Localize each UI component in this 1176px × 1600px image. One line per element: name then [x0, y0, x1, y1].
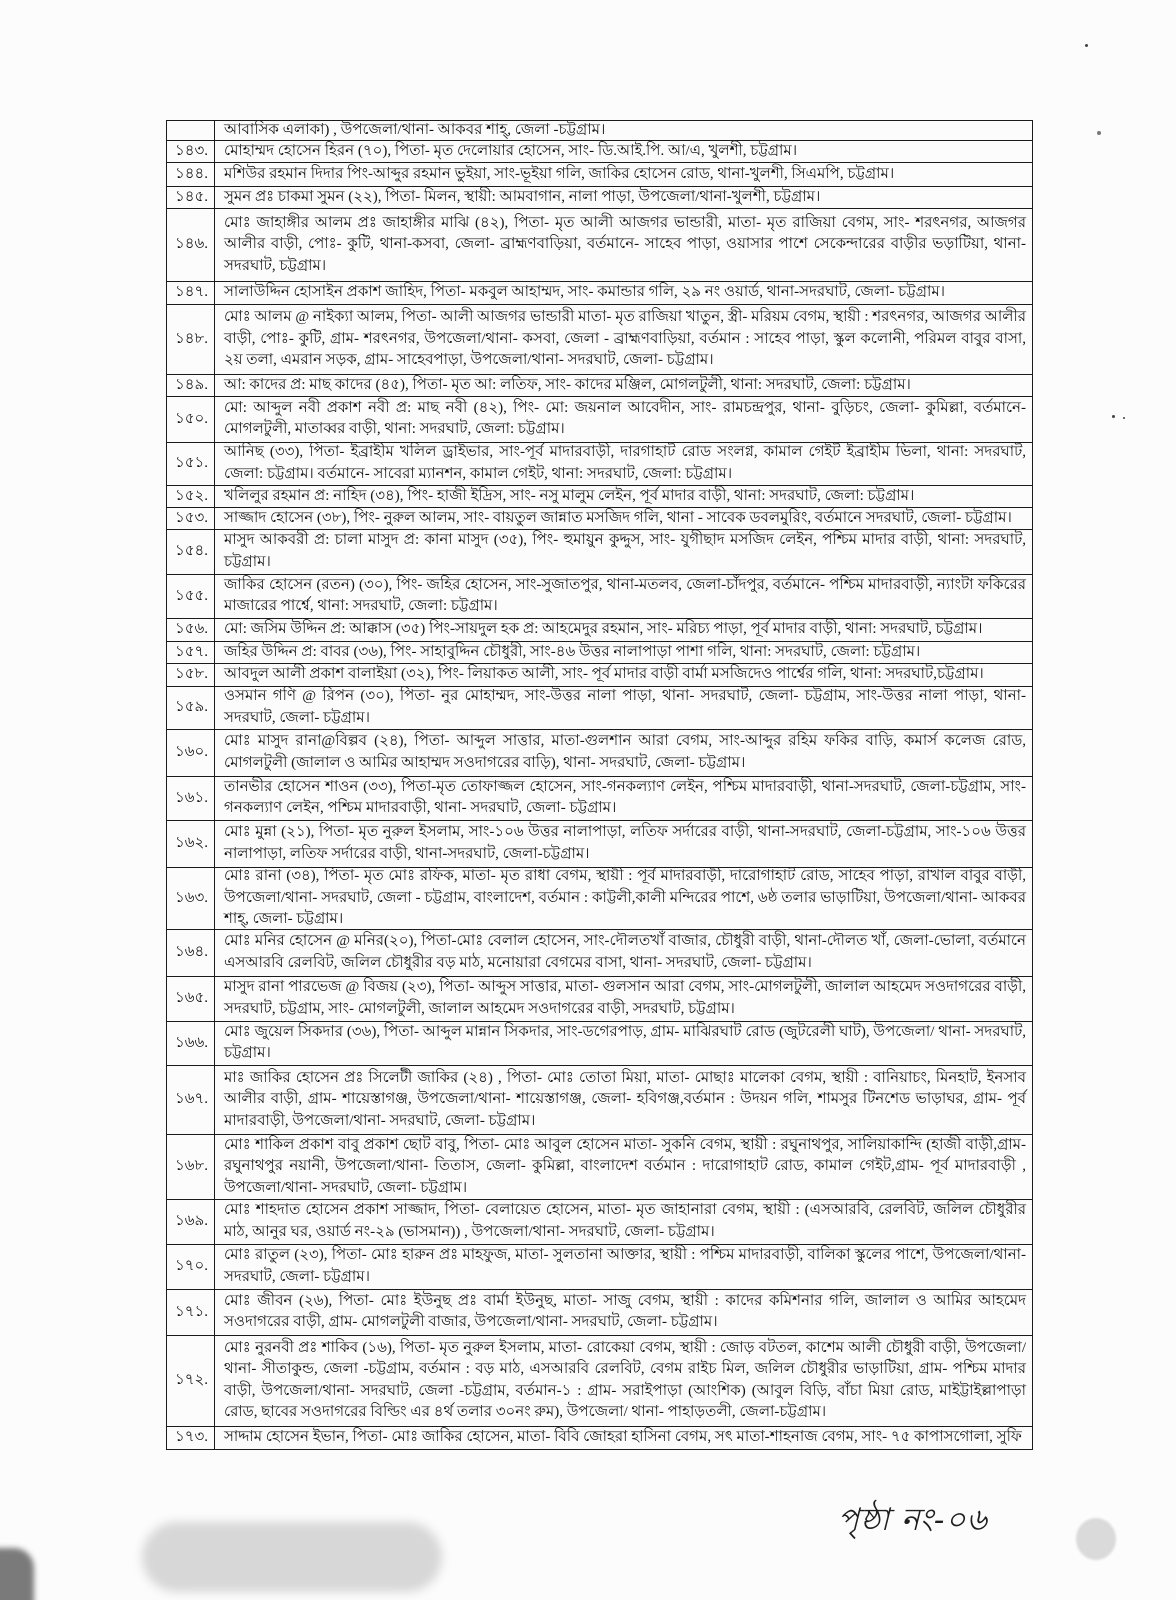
serial-cell: [167, 574, 215, 619]
entry-cell-inner: [215, 121, 1032, 140]
serial-cell-inner: [167, 575, 214, 619]
entry-text: মোঃ রানা (৩৪), পিতা- মৃত মোঃ রফিক, মাতা- মৃত রাধা বেগম, স্থায়ী : পূর্ব মাদারবাড়ী, দারোগাহাট রোড, সাহেব পাড়া, রাখাল বাবুর বাড়ী, উপজেলা/থানা- সদরঘাট, জেলা - চট্টগ্রাম, বাংলাদেশ, বর্তমান : কাট্টলী,কালী মন্দিরের পাশে, ৬ষ্ঠ তলার ভাড়াটিয়া, উপজেলা/থানা- আকবর শাহ্, জেলা- চট্টগ্রাম।: [224, 868, 1026, 927]
entry-text: জহির উদ্দিন প্র: বাবর (৩৬), পিং- সাহাবুদ্দিন চৌধুরী, সাং-৪৬ উত্তর নালাপাড়া পাশা গলি, থানা: সদরঘাট, জেলা: চট্টগ্রাম।: [224, 643, 921, 660]
entry-cell: [215, 305, 1033, 375]
serial-cell-inner: [167, 1200, 214, 1245]
entry-text: মাসুদ আকবরী প্র: চালা মাসুদ প্র: কানা মাসুদ (৩৫), পিং- হুমায়ুন কুদ্দুস, সাং- যুগীছাদ মসজিদ লেইন, পশ্চিম মাদার বাড়ী, থানা: সদরঘাট, চট্টগ্রাম।: [224, 532, 1026, 570]
serial-number: ১৭১.: [175, 1303, 208, 1320]
serial-cell: [167, 486, 215, 508]
serial-cell: [167, 1135, 215, 1200]
entry-text: মোঃ শাহদাত হোসেন প্রকাশ সাজ্জাদ, পিতা- বেলায়েত হোসেন, মাতা- মৃত জাহানারা বেগম, স্থায়ী : (এসআরবি, রেলবিট, জলিল চৌধুরীর মাঠ, আনুর ঘর, ওয়ার্ড নং-২৯ (ভাসমান)) , উপজেলা/থানা- সদরঘাট, জেলা- চট্টগ্রাম।: [224, 1202, 1026, 1240]
serial-cell: [167, 641, 215, 664]
entry-text: মোঃ মাসুদ রানা@বিল্পব (২৪), পিতা- আব্দুল সাত্তার, মাতা-গুলশান আরা বেগম, সাং-আব্দুর রহিম ফকির বাড়ি, কমার্স কলেজ রোড, মোগলটুলী (জালাল ও আমির আহাম্মদ সওদাগরের বাড়ি), থানা- সদরঘাট, জেলা- চট্টগ্রাম।: [224, 733, 1026, 771]
entry-cell: [215, 281, 1033, 305]
entry-text: মাঃ জাকির হোসেন প্রঃ সিলেটী জাকির (২৪) , পিতা- মোঃ তোতা মিয়া, মাতা- মোছাঃ মালেকা বেগম, স্থায়ী : বানিয়াচং, মিনহাট, ইনসাব আলীর বাড়ী, গ্রাম- শায়েস্তাগঞ্জ, উপজেলা/থানা- শায়েস্তাগঞ্জ, জেলা- হবিগঞ্জ,বর্তমান : উদয়ন গলি, শামসুর টিনশেড ভাড়াঘর, গ্রাম- পূর্ব মাদারবাড়ী, উপজেলা/থানা- সদরঘাট, জেলা- চট্টগ্রাম।: [224, 1069, 1026, 1129]
entry-cell: [215, 664, 1033, 687]
entry-cell-inner: [215, 443, 1032, 486]
serial-cell: [167, 619, 215, 642]
table-row: [167, 163, 1033, 187]
serial-number: ১৪৩.: [175, 142, 208, 159]
entry-cell: [215, 1199, 1033, 1245]
entry-cell-inner: [215, 209, 1032, 281]
serial-cell: [167, 305, 215, 375]
serial-cell-inner: [167, 1427, 214, 1450]
serial-number: ১৬৬.: [175, 1034, 208, 1051]
serial-number: ১৬০.: [175, 744, 208, 760]
entry-cell: [215, 530, 1033, 575]
serial-number: ১৪৮.: [175, 330, 208, 347]
entry-text: মোঃ শাকিল প্রকাশ বাবু প্রকাশ ছোট বাবু, পিতা- মোঃ আবুল হোসেন মাতা- সুকনি বেগম, স্থায়ী : রঘুনাথপুর, সালিয়াকান্দি (হাজী বাড়ী,গ্রাম- রঘুনাথপুর নয়ানী, উপজেলা/থানা- তিতাস, জেলা- কুমিল্লা, বাংলাদেশ বর্তমান : দারোগাহাট রোড, কামাল গেইট,গ্রাম- পূর্ব মাদারবাড়ী , উপজেলা/থানা- সদরঘাট, জেলা- চট্টগ্রাম।: [224, 1136, 1026, 1196]
serial-cell: [167, 930, 215, 977]
table-row: [167, 1022, 1033, 1066]
table-row: [167, 867, 1033, 930]
serial-cell-inner: [167, 1066, 214, 1135]
table-row: [167, 140, 1033, 163]
entry-cell-inner: [215, 1200, 1032, 1245]
serial-cell-inner: [167, 619, 214, 641]
entry-cell-inner: [215, 1022, 1032, 1065]
entry-cell: [215, 730, 1033, 777]
entry-cell-inner: [215, 1245, 1032, 1289]
entry-text: মোঃ জাহাঙ্গীর আলম প্রঃ জাহাঙ্গীর মাঝি (৪২), পিতা- মৃত আলী আজগর ভান্ডারী, মাতা- মৃত রাজিয়া বেগম, সাং- শরৎনগর, আজগর আলীর বাড়ী, পোঃ- কুটি, থানা-কসবা, জেলা- ব্রাহ্মণবাড়িয়া, বর্তমানে- সাহেব পাড়া, ওয়াসার পাশে সেকেন্দারের বাড়ীর ভড়াটিয়া, থানা- সদরঘাট, চট্টগ্রাম।: [224, 214, 1026, 274]
serial-cell-inner: [167, 777, 214, 821]
serial-cell: [167, 281, 215, 305]
serial-number: ১৬৭.: [175, 1091, 208, 1107]
entry-text: মাসুদ রানা পারভেজ @ বিজয় (২৩), পিতা- আব্দুস সাত্তার, মাতা- গুলসান আরা বেগম, সাং-মোগলটুলী, জালাল আহমেদ সওদাগরের বাড়ী, সদরঘাট, চট্টগ্রাম, সাং- মোগলটুলী, জালাল আহমেদ সওদাগরের বাড়ী, সদরঘাট, চট্টগ্রাম।: [224, 979, 1026, 1017]
serial-cell: [167, 867, 215, 930]
serial-cell: [167, 686, 215, 730]
serial-cell-inner: [167, 868, 214, 930]
serial-cell-inner: [167, 163, 214, 186]
scan-speck: [1123, 417, 1125, 419]
serial-cell-inner: [167, 1135, 214, 1199]
serial-cell: [167, 1336, 215, 1427]
serial-cell-inner: [167, 121, 214, 140]
serial-cell: [167, 664, 215, 687]
entry-cell-inner: [215, 530, 1032, 574]
table-row: [167, 619, 1033, 642]
serial-cell-inner: [167, 375, 214, 397]
entry-text: মোঃ রাতুল (২৩), পিতা- মোঃ হারুন প্রঃ মাহফুজ, মাতা- সুলতানা আক্তার, স্থায়ী : পশ্চিম মাদারবাড়ী, বালিকা স্কুলের পাশে, উপজেলা/থানা- সদরঘাট, জেলা- চট্টগ্রাম।: [224, 1247, 1026, 1285]
serial-number: ১৪৭.: [175, 284, 208, 300]
entry-cell-inner: [215, 141, 1032, 163]
serial-cell: [167, 1245, 215, 1290]
serial-cell-inner: [167, 730, 214, 776]
table-row: [167, 209, 1033, 282]
serial-cell-inner: [167, 664, 214, 686]
entry-cell: [215, 976, 1033, 1022]
entry-cell: [215, 121, 1033, 141]
serial-cell-inner: [167, 508, 214, 530]
entry-cell-inner: [215, 619, 1032, 641]
serial-number: ১৬২.: [175, 835, 208, 851]
serial-cell-inner: [167, 977, 214, 1022]
entry-cell-inner: [215, 1066, 1032, 1135]
entry-cell: [215, 867, 1033, 930]
entry-cell-inner: [215, 486, 1032, 507]
entry-cell-inner: [215, 305, 1032, 374]
entry-cell-inner: [215, 1290, 1032, 1336]
entry-cell: [215, 163, 1033, 187]
table-row: [167, 305, 1033, 375]
table-row: [167, 121, 1033, 141]
serial-cell: [167, 821, 215, 868]
serial-cell-inner: [167, 930, 214, 976]
entry-cell-inner: [215, 930, 1032, 976]
serial-cell: [167, 530, 215, 575]
entry-text: সাদ্দাম হোসেন ইভান, পিতা- মোঃ জাকির হোসেন, মাতা- বিবি জোহরা হাসিনা বেগম, সৎ মাতা-শাহনাজ বেগম, সাং- ৭৫ কাপাসগোলা, সুফি: [224, 1429, 1022, 1445]
entry-cell-inner: [215, 163, 1032, 186]
serial-number: ১৬৩.: [175, 889, 208, 906]
serial-number: ১৫৯.: [175, 699, 208, 715]
entry-cell-inner: [215, 777, 1032, 821]
entry-cell-inner: [215, 375, 1032, 397]
scan-speck: [1085, 44, 1088, 47]
table-row: [167, 730, 1033, 777]
serial-number: ১৬৪.: [175, 944, 208, 960]
serial-cell: [167, 1022, 215, 1066]
entry-cell: [215, 397, 1033, 443]
entry-cell-inner: [215, 687, 1032, 730]
entry-cell: [215, 619, 1033, 642]
serial-cell: [167, 442, 215, 486]
serial-cell: [167, 163, 215, 187]
serial-number: ১৭০.: [175, 1258, 208, 1274]
scan-circle-mark: [1076, 1518, 1116, 1560]
entry-text: মোঃ জুয়েল সিকদার (৩৬), পিতা- আব্দুল মান্নান সিকদার, সাং-ডগেরপাড়, গ্রাম- মাঝিরঘাট রোড (জুটরেলী ঘাট), উপজেলা/ থানা- সদরঘাট, চট্টগ্রাম।: [224, 1023, 1026, 1062]
table-row: [167, 374, 1033, 397]
serial-number: ১৬৯.: [175, 1213, 208, 1229]
entry-cell-inner: [215, 282, 1032, 305]
entry-cell-inner: [215, 575, 1032, 619]
serial-cell-inner: [167, 1336, 214, 1426]
table-row: [167, 1065, 1033, 1135]
scan-corner-shadow: [0, 1548, 34, 1600]
serial-number: ১৪৯.: [175, 376, 208, 393]
table-row: [167, 186, 1033, 209]
entry-cell: [215, 486, 1033, 508]
scan-speck: [1112, 415, 1115, 418]
entry-cell: [215, 1135, 1033, 1200]
entry-text: ওসমান গণি @ রিপন (৩০), পিতা- নুর মোহাম্মদ, সাং-উত্তর নালা পাড়া, থানা- সদরঘাট, জেলা- চট্টগ্রাম, সাং-উত্তর নালা পাড়া, থানা- সদরঘাট, জেলা- চট্টগ্রাম।: [224, 688, 1026, 726]
table-row: [167, 1199, 1033, 1245]
serial-cell: [167, 1065, 215, 1135]
serial-cell-inner: [167, 821, 214, 867]
entry-cell: [215, 1426, 1033, 1450]
serial-cell: [167, 1426, 215, 1450]
serial-cell: [167, 507, 215, 530]
entry-cell: [215, 574, 1033, 619]
table-row: [167, 976, 1033, 1022]
serial-number: ১৫২.: [175, 487, 208, 504]
serial-cell: [167, 374, 215, 397]
entry-text: আ: কাদের প্র: মাছ কাদের (৪৫), পিতা- মৃত আ: লতিফ, সাং- কাদের মঞ্জিল, মোগলটুলী, থানা: সদরঘাট, জেলা: চট্টগ্রাম।: [224, 376, 911, 393]
entry-text: মোঃ নুরনবী প্রঃ শাকিব (১৬), পিতা- মৃত নুরুল ইসলাম, মাতা- রোকেয়া বেগম, স্থায়ী : জোড় বটতল, কাশেম আলী চৌধুরী বাড়ী, উপজেলা/থানা- সীতাকুন্ড, জেলা -চট্টগ্রাম, বর্তমান : বড় মাঠ, এসআরবি রেলবিট, বেগম রাইচ মিল, জলিল চৌধুরীর ভাড়াটিয়া, গ্রাম- পশ্চিম মাদার বাড়ী, উপজেলা/থানা- সদরঘাট, জেলা -চট্টগ্রাম, বর্তমান-১ : গ্রাম- সরাইপাড়া (আংশিক) (আবুল বিড়ি, বাঁচা মিয়া রোড, মাইট্টাইল্লাপাড়া রোড, ছাবের সওদাগরের বিল্ডিং এর ৪র্থ তলার ৩০নং রুম), উপজেলা/ থানা- পাহাড়তলী, জেলা-চট্টগ্রাম।: [224, 1339, 1026, 1421]
scan-speck: [1097, 131, 1101, 135]
entry-cell: [215, 1245, 1033, 1290]
serial-cell: [167, 209, 215, 282]
serial-cell-inner: [167, 141, 214, 163]
entry-text: সুমন প্রঃ চাকমা সুমন (২২), পিতা- মিলন, স্থায়ী: আমবাগান, নালা পাড়া, উপজেলা/থানা-খুলশী, চট্টগ্রাম।: [224, 188, 821, 205]
table-row: [167, 1336, 1033, 1427]
serial-cell: [167, 186, 215, 209]
entry-cell: [215, 821, 1033, 868]
serial-cell: [167, 976, 215, 1022]
table-row: [167, 930, 1033, 977]
table-row: [167, 821, 1033, 868]
serial-number: ১৪৫.: [175, 188, 208, 205]
serial-number: ১৬১.: [175, 789, 208, 806]
entry-cell-inner: [215, 508, 1032, 530]
serial-number: ১৫০.: [175, 410, 208, 427]
page-number: পৃষ্ঠা নং-০৬: [838, 1502, 988, 1538]
entry-text: মোঃ মুন্না (২১), পিতা- মৃত নুরুল ইসলাম, সাং-১০৬ উত্তর নালাপাড়া, লতিফ সর্দারের বাড়ী, থানা-সদরঘাট, জেলা-চট্টগ্রাম, সাং-১০৬ উত্তর নালাপাড়া, লতিফ সর্দারের বাড়ী, থানা-সদরঘাট, জেলা-চট্টগ্রাম।: [224, 824, 1026, 862]
entry-cell: [215, 209, 1033, 282]
serial-cell-inner: [167, 1022, 214, 1065]
serial-cell-inner: [167, 687, 214, 730]
table-row: [167, 776, 1033, 821]
entry-cell: [215, 442, 1033, 486]
serial-cell-inner: [167, 642, 214, 664]
entry-cell: [215, 186, 1033, 209]
serial-number: ১৪৬.: [175, 236, 208, 252]
entry-cell: [215, 374, 1033, 397]
serial-cell: [167, 730, 215, 777]
entry-cell-inner: [215, 868, 1032, 930]
entry-text: খলিলুর রহমান প্র: নাহিদ (৩৪), পিং- হাজী ইদ্রিস, সাং- নসু মালুম লেইন, পূর্ব মাদার বাড়ী, থানা: সদরঘাট, জেলা: চট্টগ্রাম।: [224, 487, 915, 504]
serial-number: ১৭৩.: [175, 1429, 208, 1445]
entry-cell: [215, 1065, 1033, 1135]
entry-cell: [215, 507, 1033, 530]
entry-text: মোঃ মনির হোসেন @ মনির(২০), পিতা-মোঃ বেলাল হোসেন, সাং-দৌলতখাঁ বাজার, চৌধুরী বাড়ী, থানা-দৌলত খাঁ, জেলা-ভোলা, বর্তমানে এসআরবি রেলবিট, জলিল চৌধুরীর বড় মাঠ, মনোয়ারা বেগমের বাসা, থানা- সদরঘাট, জেলা- চট্টগ্রাম।: [224, 933, 1026, 971]
entry-text: আনিছ (৩৩), পিতা- ইব্রাহীম খলিল ড্রাইভার, সাং-পূর্ব মাদারবাড়ী, দারগাহাট রোড সংলগ্ন, কামাল গেইট ইব্রাহীম ভিলা, থানা: সদরঘাট, জেলা: চট্টগ্রাম। বর্তমানে- সাবেরা ম্যানশন, কামাল গেইট, থানা: সদরঘাট, জেলা: চট্টগ্রাম।: [224, 444, 1026, 482]
entry-text: মোঃ আলম @ নাইক্যা আলম, পিতা- আলী আজগর ভান্ডারী মাতা- মৃত রাজিয়া খাতুন, স্ত্রী- মরিয়ম বেগম, স্থায়ী : শরৎনগর, আজগর আলীর বাড়ী, পোঃ- কুটি, গ্রাম- শরৎনগর, উপজেলা/থানা- কসবা, জেলা - ব্রাহ্মণবাড়িয়া, বর্তমান : সাহেব পাড়া, স্কুল কলোনী, পরিমল বাবুর বাসা, ২য় তলা, এমরান সড়ক, গ্রাম- সাহেবপাড়া, উপজেলা/থানা- সদরঘাট, জেলা- চট্টগ্রাম।: [224, 309, 1026, 368]
entries-table: [166, 120, 1033, 1450]
serial-cell: [167, 121, 215, 141]
serial-cell-inner: [167, 1290, 214, 1336]
entry-text: সালাউদ্দিন হোসাইন প্রকাশ জাহিদ, পিতা- মকবুল আহাম্মদ, সাং- কমান্ডার গলি, ২৯ নং ওয়ার্ড, থানা-সদরঘাট, জেলা- চট্টগ্রাম।: [224, 284, 946, 300]
serial-number: ১৪৪.: [175, 165, 208, 182]
table-row: [167, 686, 1033, 730]
entry-cell: [215, 1289, 1033, 1336]
entry-cell-inner: [215, 397, 1032, 442]
table-row: [167, 1245, 1033, 1290]
entry-cell-inner: [215, 1135, 1032, 1199]
table-row: [167, 507, 1033, 530]
table-row: [167, 442, 1033, 486]
entry-cell: [215, 641, 1033, 664]
serial-number: ১৬৫.: [175, 990, 208, 1006]
serial-cell-inner: [167, 282, 214, 305]
serial-cell-inner: [167, 1245, 214, 1289]
entry-cell: [215, 686, 1033, 730]
table-row: [167, 397, 1033, 443]
entry-text: আবাসিক এলাকা) , উপজেলা/থানা- আকবর শাহ্, জেলা -চট্টগ্রাম।: [224, 121, 606, 138]
table-row: [167, 530, 1033, 575]
serial-cell-inner: [167, 443, 214, 486]
entry-text: মোঃ জীবন (২৬), পিতা- মোঃ ইউনুছ প্রঃ বার্মা ইউনুছ, মাতা- সাজু বেগম, স্থায়ী : কাদের কমিশনার গলি, জালাল ও আমির আহমেদ সওদাগরের বাড়ী, গ্রাম- মোগলটুলী বাজার, উপজেলা/থানা- সদরঘাট, জেলা- চট্টগ্রাম।: [224, 1292, 1026, 1331]
entry-cell: [215, 1336, 1033, 1427]
entry-cell: [215, 140, 1033, 163]
entry-text: মো: জসিম উদ্দিন প্র: আক্কাস (৩৫) পিং-সায়দুল হক প্র: আহমেদুর রহমান, সাং- মরিচ্য পাড়া, পূর্ব মাদার বাড়ী, থানা: সদরঘাট, চট্টগ্রাম।: [224, 621, 983, 637]
serial-cell-inner: [167, 209, 214, 281]
entry-cell: [215, 930, 1033, 977]
serial-cell: [167, 1199, 215, 1245]
table-row: [167, 641, 1033, 664]
serial-cell-inner: [167, 305, 214, 374]
serial-number: ১৫৪.: [175, 543, 208, 559]
entry-cell-inner: [215, 664, 1032, 686]
table-row: [167, 1289, 1033, 1336]
serial-cell-inner: [167, 187, 214, 209]
table-row: [167, 574, 1033, 619]
serial-cell: [167, 776, 215, 821]
entry-cell-inner: [215, 977, 1032, 1022]
serial-cell-inner: [167, 486, 214, 507]
entry-cell-inner: [215, 730, 1032, 776]
table-row: [167, 1135, 1033, 1200]
redaction-smudge: [142, 1522, 442, 1592]
serial-cell: [167, 140, 215, 163]
serial-number: ১৬৮.: [175, 1158, 208, 1174]
serial-number: ১৫৫.: [175, 587, 208, 604]
entry-text: তানভীর হোসেন শাওন (৩৩), পিতা-মৃত তোফাজ্জল হোসেন, সাং-গনকল্যাণ লেইন, পশ্চিম মাদারবাড়ী, থানা-সদরঘাট, জেলা-চট্টগ্রাম, সাং- গনকল্যাণ লেইন, পশ্চিম মাদারবাড়ী, থানা- সদরঘাট, জেলা- চট্টগ্রাম।: [224, 778, 1026, 817]
entry-text: মো: আব্দুল নবী প্রকাশ নবী প্র: মাছ নবী (৪২), পিং- মো: জয়নাল আবেদীন, সাং- রামচন্দ্রপুর, থানা- বুড়িচং, জেলা- কুমিল্লা, বর্তমানে- মোগলটুলী, মাতাব্বর বাড়ী, থানা: সদরঘাট, জেলা: চট্টগ্রাম।: [224, 399, 1026, 438]
entry-cell-inner: [215, 821, 1032, 867]
table-row: [167, 486, 1033, 508]
entry-text: সাজ্জাদ হোসেন (৩৮), পিং- নুরুল আলম, সাং- বায়তুল জান্নাত মসজিদ গলি, থানা - সাবেক ডবলমুরিং, বর্তমানে সদরঘাট, জেলা- চট্টগ্রাম।: [224, 509, 1012, 526]
entry-cell: [215, 1022, 1033, 1066]
serial-number: ১৫৮.: [175, 666, 208, 682]
entry-cell-inner: [215, 1427, 1032, 1450]
serial-cell-inner: [167, 530, 214, 574]
entry-cell-inner: [215, 187, 1032, 209]
table-row: [167, 1426, 1033, 1450]
serial-number: ১৫১.: [175, 455, 208, 471]
serial-cell: [167, 1289, 215, 1336]
table-row: [167, 664, 1033, 687]
entry-cell-inner: [215, 1336, 1032, 1426]
table-row: [167, 281, 1033, 305]
entry-text: মোহাম্মদ হোসেন হিরন (৭০), পিতা- মৃত দেলোয়ার হোসেন, সাং- ডি.আই.পি. আ/এ, খুলশী, চট্টগ্রাম।: [224, 142, 798, 159]
serial-cell: [167, 397, 215, 443]
entry-text: মশিউর রহমান দিদার পিং-আব্দুর রহমান ভুইয়া, সাং-ভূইয়া গলি, জাকির হোসেন রোড, থানা-খুলশী, সিএমপি, চট্টগ্রাম।: [224, 165, 895, 182]
serial-cell-inner: [167, 397, 214, 442]
serial-number: ১৫৬.: [175, 621, 208, 637]
entry-cell: [215, 776, 1033, 821]
serial-number: ১৭২.: [175, 1372, 208, 1388]
entries-table-body: [167, 121, 1033, 1450]
serial-number: ১৫৩.: [175, 509, 208, 526]
entry-text: জাকির হোসেন (রতন) (৩০), পিং- জহির হোসেন, সাং-সুজাতপুর, থানা-মতলব, জেলা-চাঁদপুর, বর্তমানে- পশ্চিম মাদারবাড়ী, ন্যাংটা ফকিরের মাজারের পার্শ্বে, থানা: সদরঘাট, জেলা: চট্টগ্রাম।: [224, 576, 1026, 615]
entry-cell-inner: [215, 642, 1032, 664]
entry-text: আবদুল আলী প্রকাশ বালাইয়া (৩২), পিং- লিয়াকত আলী, সাং- পূর্ব মাদার বাড়ী বার্মা মসজিদেও পার্শ্বের গলি, থানা: সদরঘাট,চট্টগ্রাম।: [224, 666, 984, 682]
serial-number: ১৫৭.: [175, 643, 208, 660]
